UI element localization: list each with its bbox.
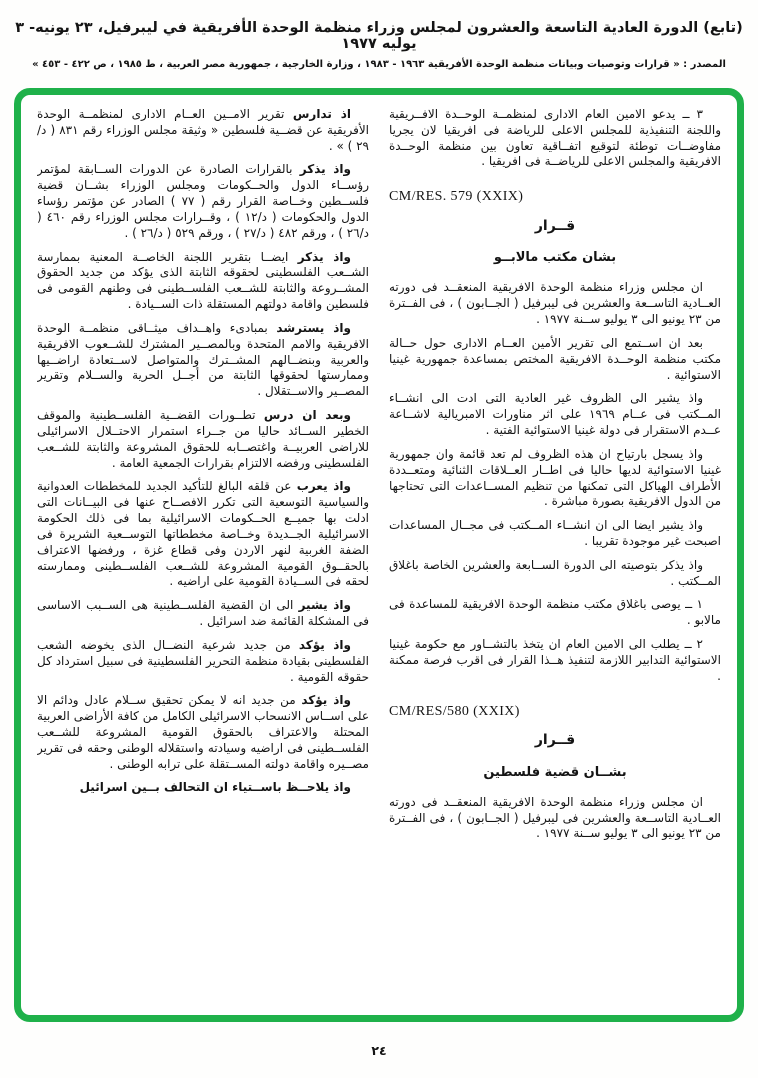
paragraph-text: تقرير الامــين العــام الادارى لمنظمــة الوحدة الأفريقية عن قضــية فلسطين « وثيقة مجلس الوزراء رقم ٨٣١ ( د/٢٩ ) » . bbox=[37, 107, 369, 153]
paragraph-lead: واذ يذكر bbox=[297, 249, 352, 264]
page-header-source: المصدر : « قرارات وتوصيات وبيانات منظمة الوحدة الأفريقية ١٩٦٣ - ١٩٨٣ ، وزارة الخارجية ، جمهورية مصر العربية ، ط ١٩٨٥ ، ص ٤٢٢ - ٤٥٣ » bbox=[32, 59, 726, 70]
paragraph-item-1: ١ ــ يوصى باغلاق مكتب منظمة الوحدة الافريقية للمساعدة فى مالابو . bbox=[389, 597, 721, 628]
paragraph: واذ يشير الى الظروف غير العادية التى ادت الى انشــاء المــكتب فى عــام ١٩٦٩ على اثر مناورات الامبريالية لاشــاعة عــدم الاستقرار فى دولة غينيا الاستوائية الفتية . bbox=[389, 391, 721, 438]
paragraph-text: من جديد شرعية النضــال الذى يخوضه الشعب الفلسطينى بقيادة منظمة التحرير الفلسطينية فى سبيل استرداد كل حقوقه القومية . bbox=[37, 637, 369, 684]
paragraph bbox=[37, 162, 369, 241]
resolution-subject-palestine: بشــان قضية فلسطين bbox=[483, 764, 627, 780]
paragraph-text: من جديد انه لا يمكن تحقيق ســلام عادل ودائم الا على اســاس الانسحاب الاسرائيلى الكامل من كافة الأراضى العربية المحتلة والاعتراف بالحقوق القومية المشروعة للشــعب الفلســطينى فى اراضيه وسيادته واستقلاله الوطنى وحقه فى تقرير مصــيره واقامة دولته المســتقلة على ترابه الوطنى . bbox=[37, 693, 369, 771]
paragraph bbox=[37, 321, 369, 400]
paragraph-item-2: ٢ ــ يطلب الى الامين العام ان يتخذ بالتشــاور مع حكومة غينيا الاستوائية التدابير اللازمة لتنفيذ هــذا القرار فى اقرب فرصة ممكنة . bbox=[389, 637, 721, 683]
paragraph-lead: اذ تدارس bbox=[292, 107, 351, 121]
paragraph-lead: واذ يذكر bbox=[299, 162, 351, 177]
paragraph bbox=[37, 250, 369, 313]
paragraph-lead: وبعد ان درس bbox=[263, 408, 351, 423]
paragraph-text: بمبادىء واهــداف ميثــاقى منظمــة الوحدة الافريقية والامم المتحدة وبالمصــير المشترك للشــعوب الافريقية والعربية وبنضــالهم المشــترك والمتواصل لاســتعادة اراضــيها وممارستها لحقوقها الثابتة من أجــل الحرية والســلام وتقرير المصــير والاســتقلال . bbox=[37, 320, 369, 399]
paragraph-council-session: ان مجلس وزراء منظمة الوحدة الافريقية المنعقــد فى دورته العــادية التاســعة والعشرين فى ليبرفيل ( الجــابون ) ، فى الفــترة من ٢٣ يونيو الى ٣ يوليو ســنة ١٩٧٧ . bbox=[389, 794, 721, 841]
paragraph-lead: واذ يشير bbox=[298, 598, 351, 613]
resolution-heading: قــرار bbox=[534, 217, 576, 234]
resolution-code-579: CM/RES. 579 (XXIX) bbox=[389, 189, 524, 205]
paragraph: بعد ان اســتمع الى تقرير الأمين العــام الادارى حول حــالة مكتب منظمة الوحــدة الافريقية المختص بمساعدة جمهورية غينيا الاستوائية . bbox=[389, 335, 721, 382]
paragraph-lead: واذ يؤكد bbox=[301, 693, 351, 708]
paragraph-text: ايضــا بتقرير اللجنة الخاصــة المعنية بممارسة الشــعب الفلسطينى لحقوقه الثابتة الذى يؤكد من جديد الحقوق المشــروعة والثابتة للشــعب الفلســطينى فى وطنهم القومى فى فلسطين واقامة دولتهم المستقلة ذات الســيادة . bbox=[37, 249, 369, 312]
resolution-code-580: CM/RES/580 (XXIX) bbox=[389, 703, 520, 719]
paragraph-text: بالقرارات الصادرة عن الدورات الســابقة لمؤتمر رؤســاء الدول والحــكومات ومجلس الوزراء بشــان قضية فلســطين وخــاصة القرار رقم ( ٧٧ ) الصادر عن مؤتمر رؤساء الدول والحكومات ( د/١٢ ) ، وقــرارات مجلس الوزراء رقم ٤٦٠ ( د/٢٦ ) ، ورقم ٤٨٢ ( د/٢٧ ) ، ورقم ٥٢٩ ( د/٢٦ ) . bbox=[37, 162, 369, 240]
paragraph-lead: واذ يلاحــظ باســتياء ان التحالف بــين اسرائيل bbox=[79, 780, 351, 795]
paragraph bbox=[37, 408, 369, 471]
two-column-layout bbox=[37, 107, 721, 1005]
resolution-subject-malabo: بشان مكتب مالابــو bbox=[493, 250, 617, 266]
resolution-box bbox=[14, 88, 744, 1022]
paragraph: واذ يشير ايضا الى ان انشــاء المــكتب فى مجــال المساعدات اصبحت غير موجودة تقريبا . bbox=[389, 518, 721, 548]
column-right bbox=[389, 107, 721, 1005]
paragraph bbox=[37, 107, 369, 154]
resolution-heading: قــرار bbox=[534, 732, 576, 749]
paragraph bbox=[37, 780, 369, 796]
paragraph-lead: واذ يسترشد bbox=[276, 320, 351, 335]
paragraph-text: الى ان القضية الفلســطينية هى الســبب الاساسى فى المشكلة القائمة ضد اسرائيل . bbox=[37, 598, 369, 629]
paragraph bbox=[37, 638, 369, 685]
paragraph: واذ يسجل بارتياح ان هذه الظروف لم تعد قائمة وان جمهورية غينيا الاستوائية لديها حاليا فى اطــار العــلاقات الثنائية ومتعــددة الأطراف الهياكل التى تمكنها من تنظيم المســاعدات التى تحتاجها من الدول الافريقية بصورة مباشرة . bbox=[389, 446, 721, 509]
paragraph-lead: واذ يؤكد bbox=[298, 637, 351, 652]
paragraph-lead: واذ يعرب bbox=[296, 479, 351, 494]
paragraph: واذ يذكر بتوصيته الى الدورة الســابعة والعشرين الخاصة باغلاق المــكتب . bbox=[389, 557, 721, 588]
page-number: ٢٤ bbox=[371, 1043, 387, 1058]
paragraph bbox=[37, 598, 369, 630]
column-left bbox=[37, 107, 369, 1005]
paragraph-text: عن قلقه البالغ للتأكيد الجديد للمخططات العدوانية والسياسية التوسعية التى تكرر الافصــاح عنها فى البيــانات التى ادلت بها جميــع الحــكومات الاسرائيلية بما فى ذلك الحكومة الاسرائيلية الجــديدة وخــاصة مخططاتها التوســعية الشريرة فى الضفة الغربية لنهر الاردن وفى قطاع غزة ، ورفضها الاعتراف بالحقــوق القومية المشروعة للشــعب الفلســطينى وممارسته لحقه فى الســيادة القومية على اراضيه . bbox=[37, 479, 369, 589]
paragraph bbox=[37, 693, 369, 772]
paragraph-council-session: ان مجلس وزراء منظمة الوحدة الافريقية المنعقــد فى دورته العــادية التاســعة والعشرين فى ليبرفيل ( الجــابون ) ، فى الفــترة من ٢٣ يونيو الى ٣ يوليو ســنة ١٩٧٧ . bbox=[389, 280, 721, 327]
paragraph bbox=[37, 479, 369, 590]
page-header-title: (تابع) الدورة العادية التاسعة والعشرون لمجلس وزراء منظمة الوحدة الأفريقية في ليبرفيل، ٢٣ يونيه- ٣ يوليه ١٩٧٧ bbox=[15, 20, 743, 52]
page-header bbox=[0, 0, 758, 70]
paragraph-item-3: ٣ ــ يدعو الامين العام الادارى لمنظمــة الوحــدة الافــريقية واللجنة التنفيذية للمجلس الاعلى للرياضة فى افريقيا لان يجريا مفاوضــات توطئة لتوقيع اتفــاقية تعاون بين منظمة الوحــدة الافريقية والمجلس الاعلى للرياضــة فى افريقيا . bbox=[389, 107, 721, 169]
paragraph-text: تطــورات القضــية الفلســطينية والموقف الخطير الســائد حاليا من جــراء استمرار الاحتــلال الاسرائيلى للاراضى العربيــة واغتصــابه للحقوق المشروعة والثابتة للشــعب الفلسطينى ورفضه الالتزام بقرارات الجمعية العامة . bbox=[37, 408, 369, 470]
